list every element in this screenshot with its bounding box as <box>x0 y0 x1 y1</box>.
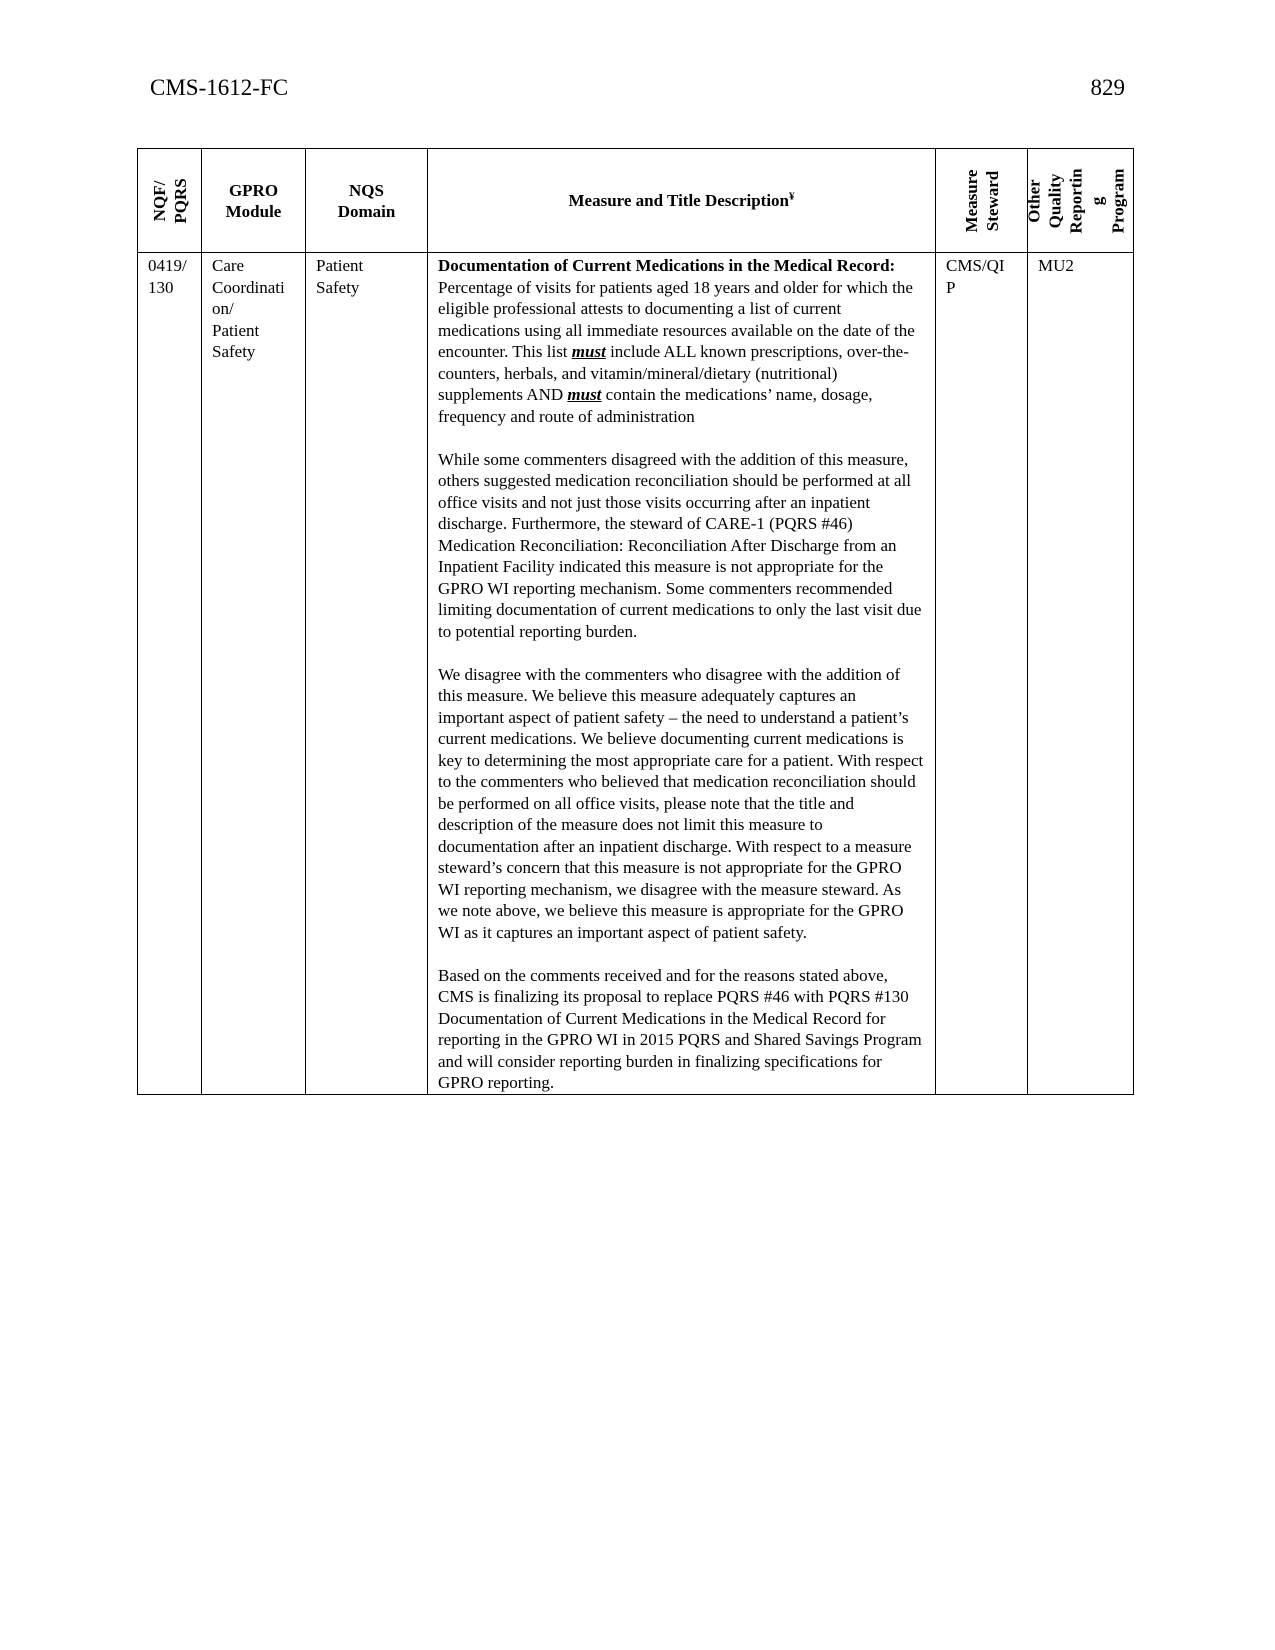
column-header-nqs-domain: NQS Domain <box>306 149 428 253</box>
column-header-measure-title: Measure and Title Description¥ <box>428 149 936 253</box>
cell-nqs-domain: Patient Safety <box>306 253 428 1095</box>
comment-summary-paragraph: While some commenters disagreed with the addition of this measure, others suggested medication reconciliation should be performed at all office visits and not just those visits occurring after an inpatient discharge. Furthermore, the steward of CARE-1 (PQRS #46) Medication Reconciliation: Reconciliation After Discharge from an Inpatient Facility indicated this measure is not appropriate for the GPRO WI reporting mechanism. Some commenters recommended limiting documentation of current medications to only the last visit due to potential reporting burden. <box>438 449 922 641</box>
document-id: CMS-1612-FC <box>150 75 289 100</box>
cell-nqf-pqrs: 0419/ 130 <box>138 253 202 1095</box>
table-header-row <box>138 149 1134 253</box>
column-header-nqf-pqrs: NQF/ PQRS <box>138 149 202 253</box>
response-paragraph: We disagree with the commenters who disagree with the addition of this measure. We believe this measure adequately captures an important aspect of patient safety – the need to understand a patient’s current medications. We believe documenting current medications is key to determining the most appropriate care for a patient. With respect to the commenters who believed that medication reconciliation should be performed on all office visits, please note that the title and description of the measure does not limit this measure to documentation after an inpatient discharge. With respect to a measure steward’s concern that this measure is not appropriate for the GPRO WI reporting mechanism, we disagree with the measure steward. As we note above, we believe this measure is appropriate for the GPRO WI as it captures an important aspect of patient safety. <box>438 664 924 942</box>
column-header-measure-steward: Measure Steward <box>936 149 1028 253</box>
measure-definition: Documentation of Current Medications in the Medical Record: Percentage of visits for patients aged 18 years and older for which the eligible professional attests to documenting a list of current medications using all immediate resources available on the date of the encounter. This list must include ALL known prescriptions, over-the-counters, herbals, and vitamin/mineral/dietary (nutritional) supplements AND must contain the medications’ name, dosage, frequency and route of administration <box>438 256 915 426</box>
column-header-other-program: Other Quality Reportin g Program <box>1028 149 1134 253</box>
cell-other-program: MU2 <box>1028 253 1134 1095</box>
table-row <box>138 253 1134 1095</box>
cell-measure-steward: CMS/QI P <box>936 253 1028 1095</box>
cell-gpro-module: Care Coordinati on/ Patient Safety <box>202 253 306 1095</box>
emphasis-must: must <box>571 342 606 361</box>
column-header-gpro-module: GPRO Module <box>202 149 306 253</box>
cell-measure-description <box>428 253 936 1095</box>
measure-title: Documentation of Current Medications in the Medical Record: <box>438 256 896 275</box>
footnote-marker: ¥ <box>789 190 795 203</box>
page-number: 829 <box>1090 75 1125 100</box>
emphasis-must: must <box>567 385 602 404</box>
measures-table <box>137 148 1134 1095</box>
final-decision-paragraph: Based on the comments received and for the reasons stated above, CMS is finalizing its proposal to replace PQRS #46 with PQRS #130 Documentation of Current Medications in the Medical Record for reporting in the GPRO WI in 2015 PQRS and Shared Savings Program and will consider reporting burden in finalizing specifications for GPRO reporting. <box>438 965 922 1092</box>
